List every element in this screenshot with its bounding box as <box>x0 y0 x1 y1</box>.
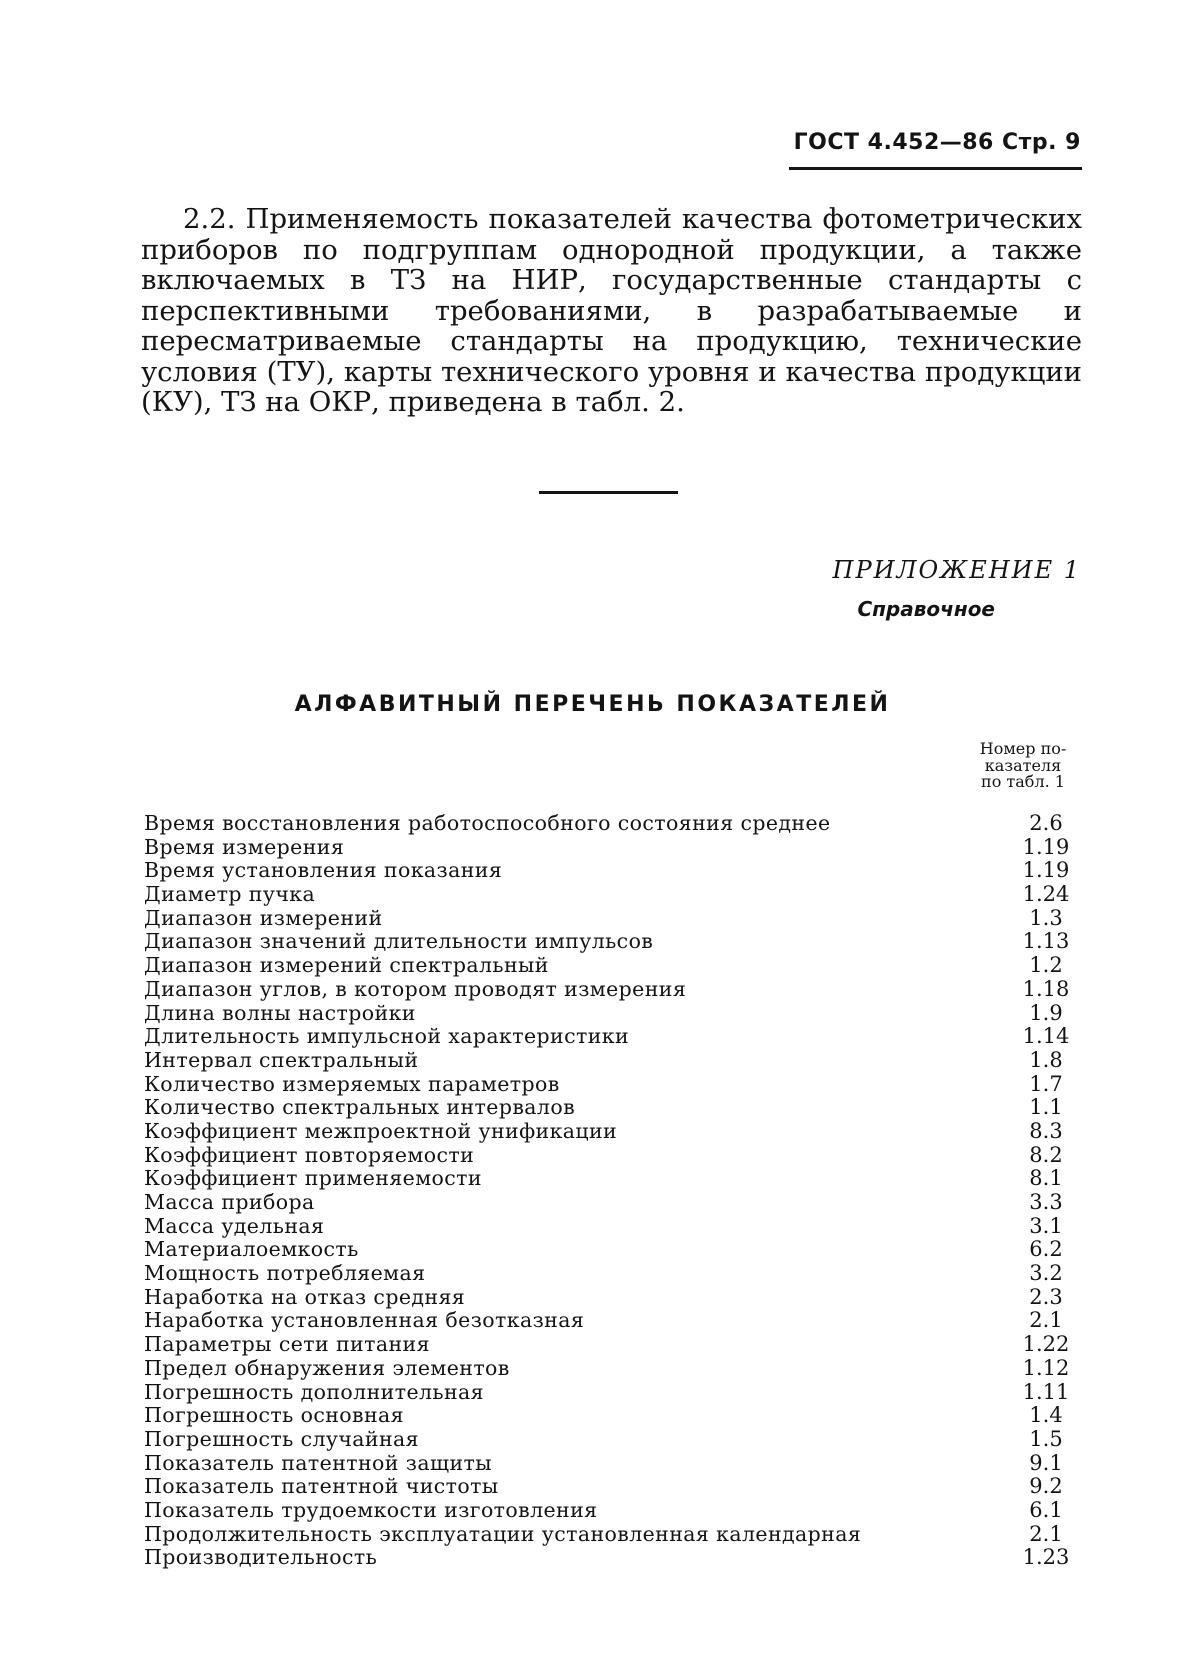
indicator-number: 1.19 <box>1022 834 1070 859</box>
list-item <box>144 883 1079 907</box>
indicator-name: Материалоемкость <box>144 1237 359 1262</box>
indicator-name: Длительность импульсной характеристики <box>144 1024 630 1049</box>
indicator-number: 9.2 <box>1029 1474 1063 1499</box>
indicator-name: Показатель патентной чистоты <box>144 1474 499 1499</box>
indicator-name: Диаметр пучка <box>144 882 316 907</box>
indicator-name: Время измерения <box>144 834 345 859</box>
section-paragraph: 2.2. Применяемость показателей качества фотометрических приборов по подгруппам однородной продукции, а также включаемых в ТЗ на НИР, государственные стандарты с перспективными требованиями, в разрабатываемые и пересматриваемые стандарты на продукцию, технические условия (ТУ), карты технического уровня и качества продукции (КУ), ТЗ на ОКР, приведена в табл. 2. <box>141 203 1082 418</box>
list-item <box>144 1428 1079 1452</box>
column-header-line: Номер по- <box>979 739 1067 758</box>
indicator-name: Погрешность основная <box>144 1403 404 1428</box>
indicator-number: 9.1 <box>1029 1450 1063 1475</box>
list-item <box>144 1073 1079 1097</box>
page-header: ГОСТ 4.452—86 Стр. 9 <box>793 130 1081 155</box>
indicator-number: 8.2 <box>1029 1142 1063 1167</box>
indicator-name: Интервал спектральный <box>144 1047 419 1072</box>
indicator-name: Диапазон измерений спектральный <box>144 953 549 978</box>
indicator-name: Наработка установленная безотказная <box>144 1308 585 1333</box>
indicator-number: 1.24 <box>1022 882 1070 907</box>
list-item <box>144 1475 1079 1499</box>
list-item <box>144 1120 1079 1144</box>
list-item <box>144 836 1079 860</box>
list-item <box>144 1191 1079 1215</box>
indicator-name: Коэффициент повторяемости <box>144 1142 475 1167</box>
indicator-number: 8.1 <box>1029 1166 1063 1191</box>
indicator-name: Погрешность случайная <box>144 1426 419 1451</box>
header-rule <box>789 167 1082 170</box>
indicator-number: 6.2 <box>1029 1237 1063 1262</box>
indicator-name: Масса удельная <box>144 1213 325 1238</box>
indicator-number: 1.23 <box>1022 1545 1070 1570</box>
list-item <box>144 1096 1079 1120</box>
indicator-name: Масса прибора <box>144 1190 315 1214</box>
indicator-name: Время установления показания <box>144 858 503 883</box>
list-item <box>144 859 1079 883</box>
indicator-name: Коэффициент межпроектной унификации <box>144 1118 618 1143</box>
column-header <box>960 741 1086 791</box>
list-item <box>144 1499 1079 1523</box>
indicator-name: Мощность потребляемая <box>144 1261 426 1286</box>
list-item <box>144 1144 1079 1168</box>
list-item <box>144 1357 1079 1381</box>
indicator-index-list <box>144 812 1079 1570</box>
list-item <box>144 1309 1079 1333</box>
indicator-name: Предел обнаружения элементов <box>144 1355 510 1380</box>
indicator-name: Производительность <box>144 1545 378 1570</box>
indicator-number: 1.12 <box>1022 1355 1070 1380</box>
indicator-name: Показатель патентной защиты <box>144 1450 492 1475</box>
indicator-name: Погрешность дополнительная <box>144 1379 484 1404</box>
list-item <box>144 1333 1079 1357</box>
list-item <box>144 978 1079 1002</box>
indicator-name: Время восстановления работоспособного состояния среднее <box>144 811 831 835</box>
indicator-number: 2.6 <box>1029 811 1063 835</box>
indicator-name: Параметры сети питания <box>144 1332 430 1357</box>
indicator-number: 1.2 <box>1029 953 1063 978</box>
indicator-number: 3.2 <box>1029 1261 1063 1286</box>
list-title: АЛФАВИТНЫЙ ПЕРЕЧЕНЬ ПОКАЗАТЕЛЕЙ <box>294 692 891 717</box>
indicator-number: 1.22 <box>1022 1332 1070 1357</box>
indicator-number: 1.19 <box>1022 858 1070 883</box>
indicator-name: Длина волны настройки <box>144 1000 416 1025</box>
list-item <box>144 1404 1079 1428</box>
indicator-number: 6.1 <box>1029 1497 1063 1522</box>
indicator-name: Диапазон углов, в котором проводят измерения <box>144 976 687 1001</box>
list-item <box>144 1452 1079 1476</box>
column-header-line: казателя <box>984 755 1062 775</box>
indicator-name: Наработка на отказ средняя <box>144 1284 466 1309</box>
indicator-number: 3.3 <box>1029 1190 1063 1214</box>
indicator-name: Показатель трудоемкости изготовления <box>144 1497 598 1522</box>
indicator-number: 1.13 <box>1022 929 1070 954</box>
list-item <box>144 954 1079 978</box>
list-item <box>144 1049 1079 1073</box>
list-item <box>144 930 1079 954</box>
list-item <box>144 1002 1079 1026</box>
indicator-number: 1.1 <box>1029 1095 1063 1120</box>
appendix-subtitle: Справочное <box>857 597 995 621</box>
indicator-number: 1.18 <box>1022 976 1070 1001</box>
indicator-number: 1.5 <box>1029 1426 1063 1451</box>
indicator-number: 2.3 <box>1029 1284 1063 1309</box>
indicator-number: 1.4 <box>1029 1403 1063 1428</box>
indicator-number: 8.3 <box>1029 1118 1063 1143</box>
list-item <box>144 1523 1079 1547</box>
appendix-label: ПРИЛОЖЕНИЕ 1 <box>832 556 1081 584</box>
list-item <box>144 812 1079 836</box>
list-item <box>144 1238 1079 1262</box>
indicator-name: Продолжительность эксплуатации установленная календарная <box>144 1521 862 1546</box>
section-divider <box>539 491 678 494</box>
indicator-number: 1.14 <box>1022 1024 1070 1049</box>
list-item <box>144 1215 1079 1239</box>
indicator-name: Коэффициент применяемости <box>144 1166 482 1191</box>
indicator-name: Диапазон измерений <box>144 905 383 930</box>
indicator-number: 3.1 <box>1029 1213 1063 1238</box>
list-item <box>144 1546 1079 1570</box>
indicator-number: 2.1 <box>1029 1308 1063 1333</box>
indicator-number: 1.3 <box>1029 905 1063 930</box>
indicator-number: 2.1 <box>1029 1521 1063 1546</box>
list-item <box>144 907 1079 931</box>
column-header-line: по табл. 1 <box>981 772 1065 791</box>
indicator-number: 1.7 <box>1029 1071 1063 1096</box>
list-item <box>144 1286 1079 1310</box>
list-item <box>144 1381 1079 1405</box>
list-item <box>144 1025 1079 1049</box>
indicator-name: Количество спектральных интервалов <box>144 1095 576 1120</box>
indicator-name: Количество измеряемых параметров <box>144 1071 560 1096</box>
indicator-number: 1.8 <box>1029 1047 1063 1072</box>
indicator-name: Диапазон значений длительности импульсов <box>144 929 654 954</box>
indicator-number: 1.9 <box>1029 1000 1063 1025</box>
list-item <box>144 1262 1079 1286</box>
indicator-number: 1.11 <box>1022 1379 1070 1404</box>
list-item <box>144 1167 1079 1191</box>
